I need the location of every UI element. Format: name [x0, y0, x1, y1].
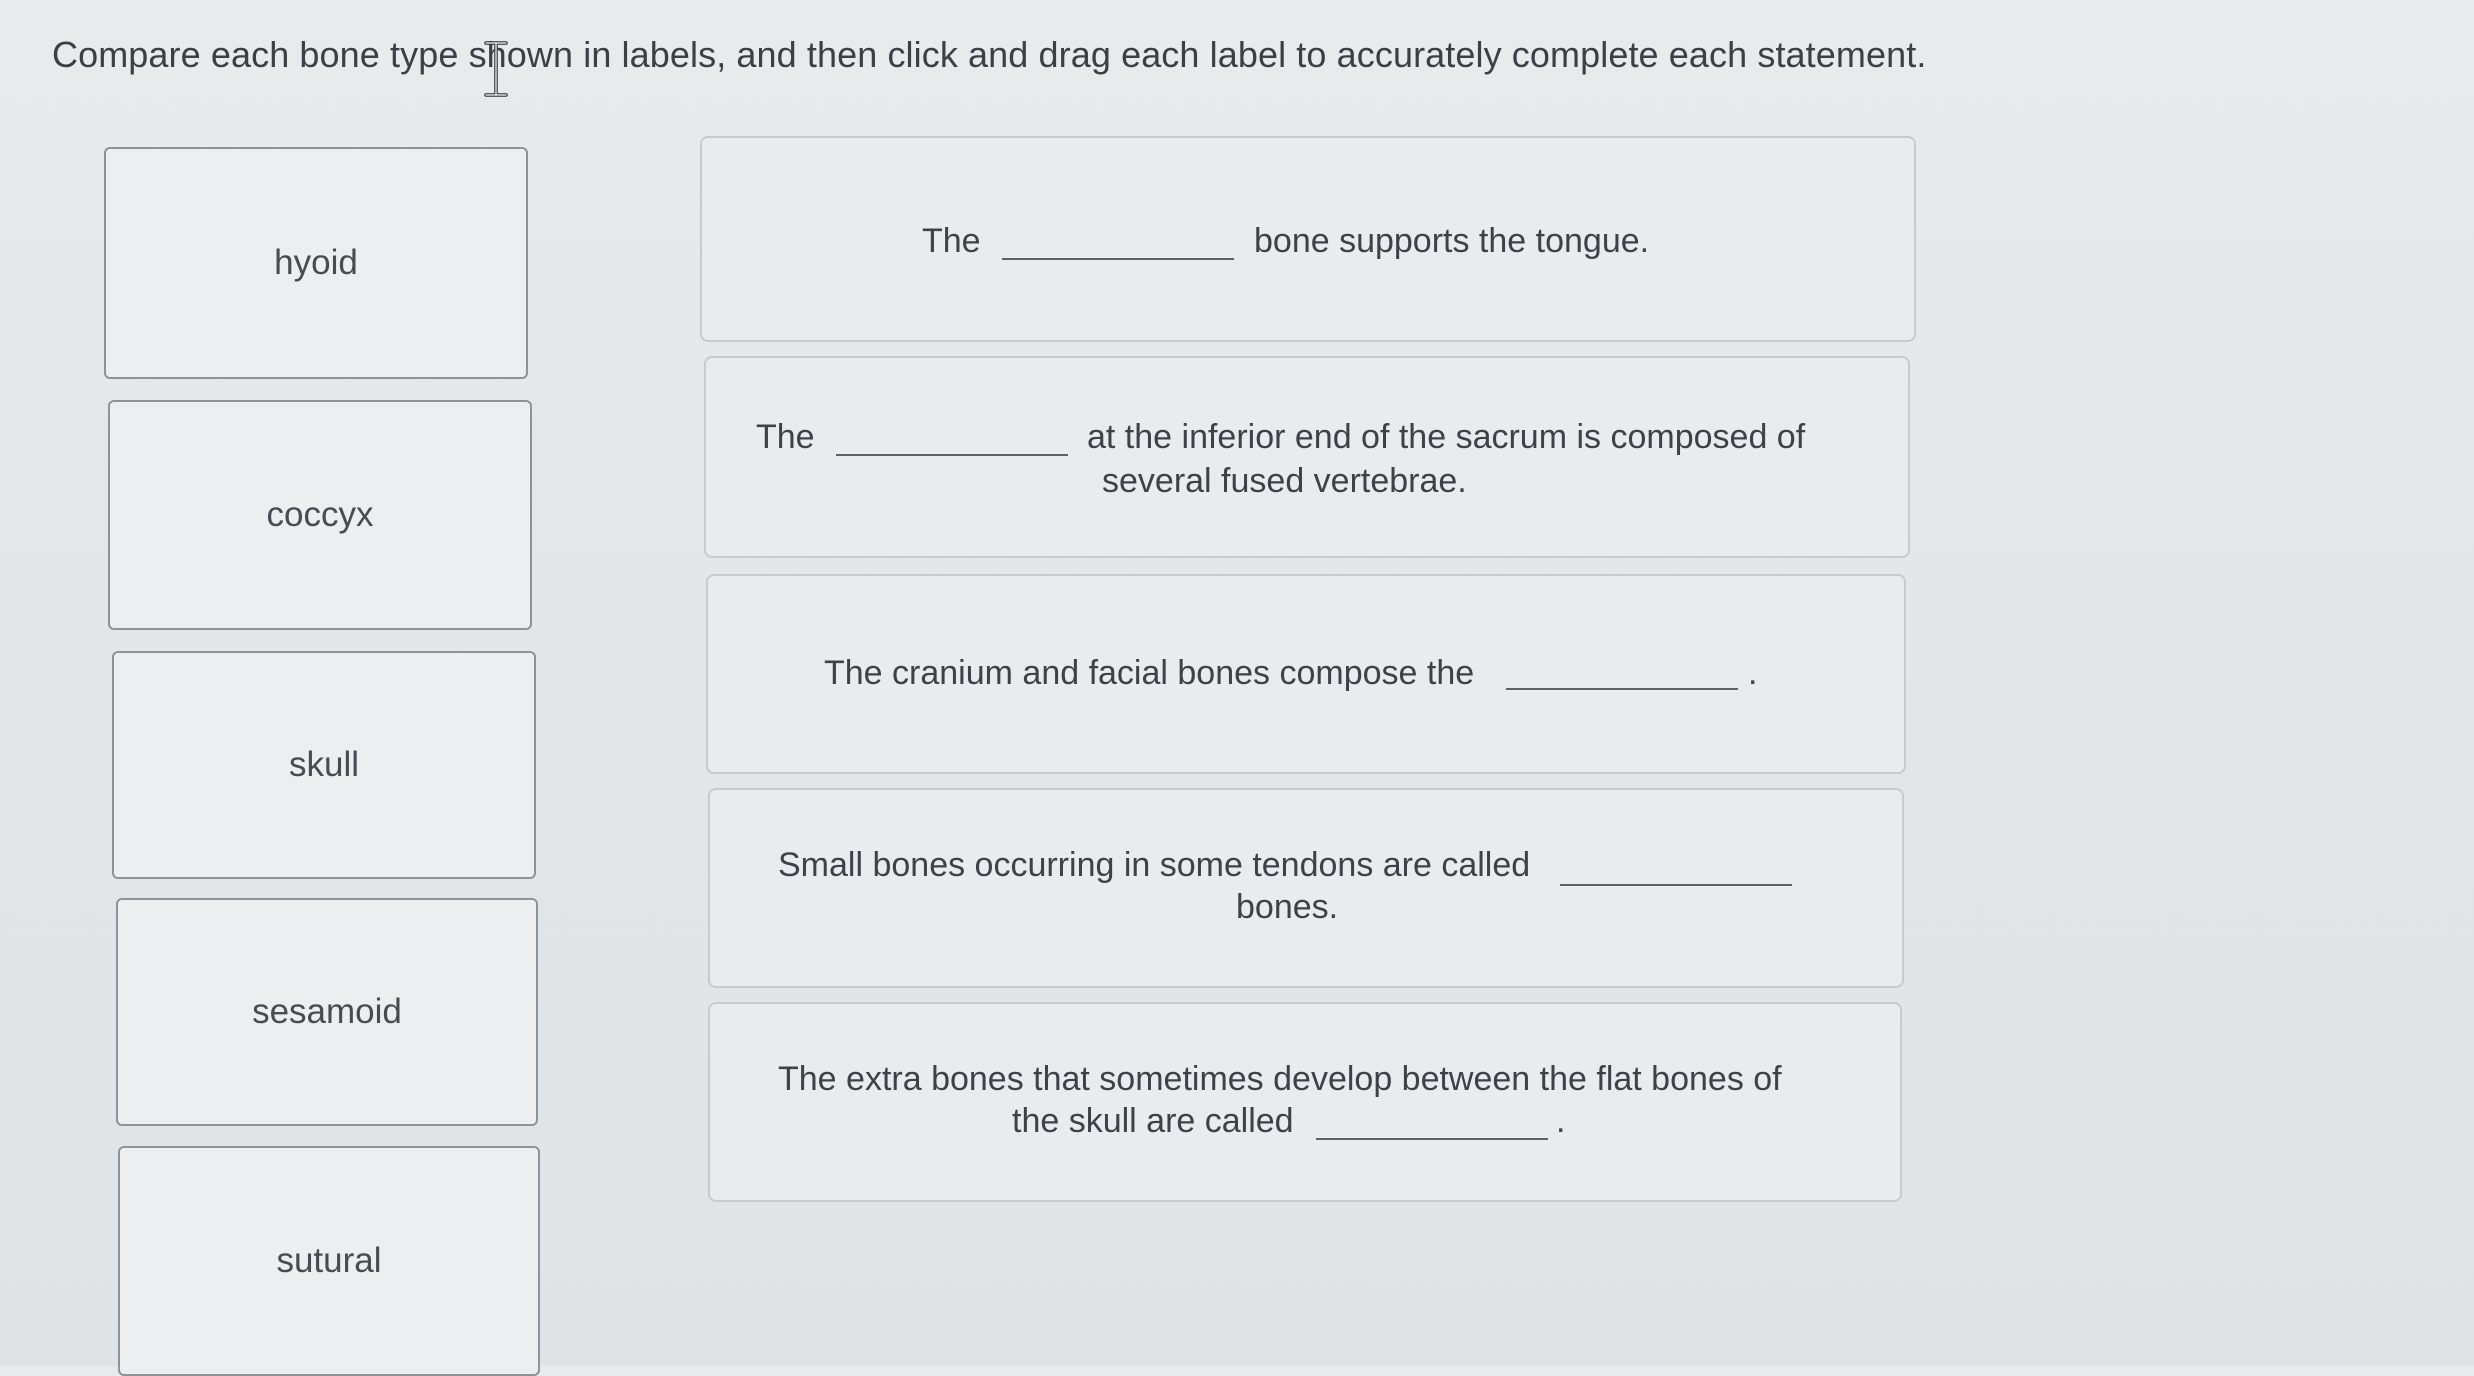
statement-3-after: .	[1748, 654, 1758, 692]
statement-3-drop-target[interactable]	[1506, 688, 1738, 690]
statement-5-before: the skull are called	[1012, 1102, 1294, 1140]
statement-5-after: .	[1556, 1102, 1566, 1140]
label-sesamoid[interactable]: sesamoid	[116, 898, 538, 1126]
statement-3	[706, 574, 1906, 774]
statement-4	[708, 788, 1904, 988]
statement-4-after: bones.	[1236, 888, 1339, 926]
label-sutural[interactable]: sutural	[118, 1146, 540, 1376]
instruction-text: Compare each bone type shown in labels, and then click and drag each label to accurately complete each statement.	[52, 34, 1927, 75]
statement-5-before-line1: The extra bones that sometimes develop between the flat bones of	[778, 1060, 1782, 1098]
statement-1	[700, 136, 1916, 342]
statement-5-drop-target[interactable]	[1316, 1138, 1548, 1140]
label-skull[interactable]: skull	[112, 651, 536, 879]
statement-1-drop-target[interactable]	[1002, 258, 1234, 260]
statement-2	[704, 356, 1910, 558]
statement-1-before: The	[922, 222, 981, 260]
statement-2-after: at the inferior end of the sacrum is composed of	[1087, 418, 1806, 456]
statement-2-after-line2: several fused vertebrae.	[1102, 462, 1467, 500]
label-coccyx[interactable]: coccyx	[108, 400, 532, 630]
statement-4-before: Small bones occurring in some tendons are called	[778, 846, 1531, 884]
statement-2-drop-target[interactable]	[836, 454, 1068, 456]
statement-5	[708, 1002, 1902, 1202]
statement-2-before: The	[756, 418, 815, 456]
statement-1-after: bone supports the tongue.	[1254, 222, 1650, 260]
label-hyoid[interactable]: hyoid	[104, 147, 528, 379]
statement-3-before: The cranium and facial bones compose the	[824, 654, 1475, 692]
statement-4-drop-target[interactable]	[1560, 884, 1792, 886]
